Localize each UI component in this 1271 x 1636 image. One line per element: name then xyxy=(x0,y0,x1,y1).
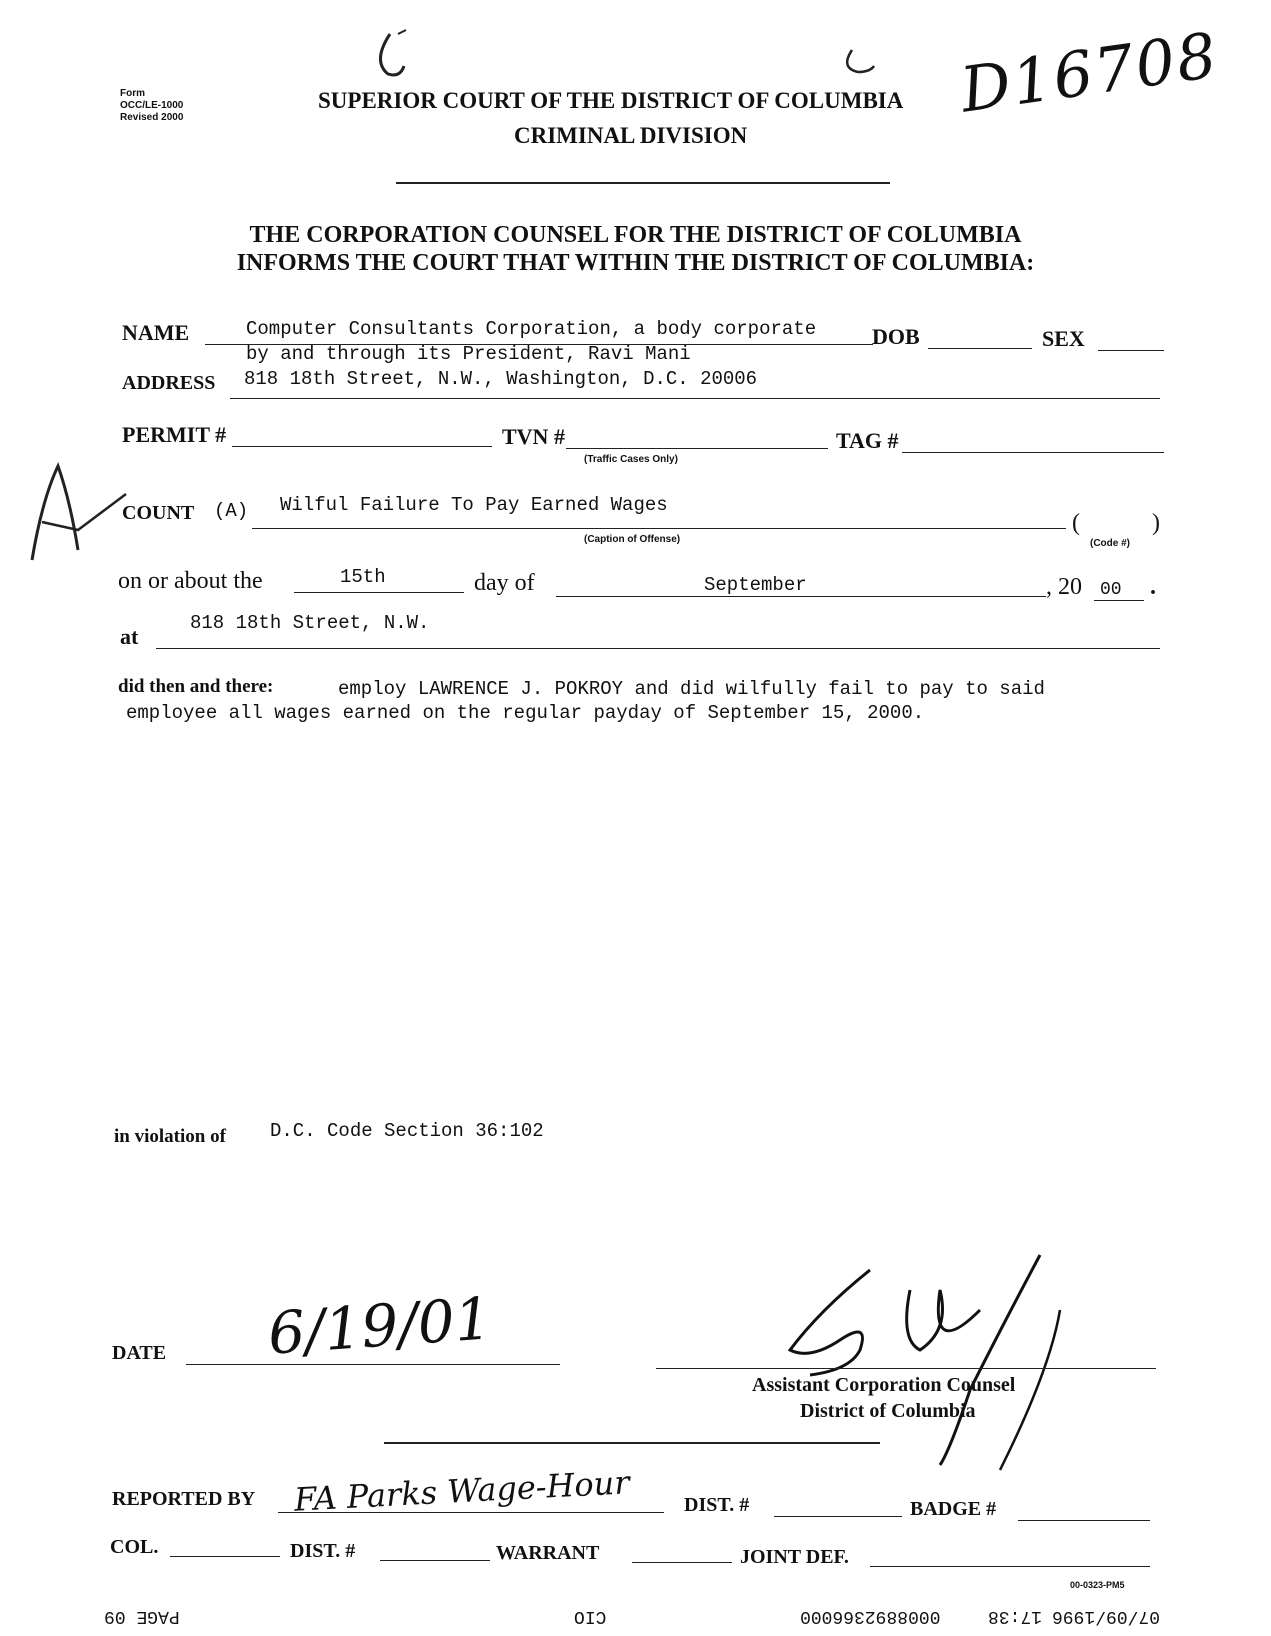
tag-label: TAG # xyxy=(836,428,899,453)
day-line xyxy=(294,592,464,593)
permit-label: PERMIT # xyxy=(122,422,227,447)
header-divider xyxy=(396,182,890,184)
permit-line xyxy=(232,446,492,447)
at-line xyxy=(156,648,1160,649)
heading-line2: INFORMS THE COURT THAT WITHIN THE DISTRICT OF COLUMBIA: xyxy=(236,250,1035,276)
caption-note: (Caption of Offense) xyxy=(584,534,681,545)
address-label: ADDRESS xyxy=(122,372,216,394)
violation-value: D.C. Code Section 36:102 xyxy=(270,1120,544,1142)
date-value: 6/19/01 xyxy=(265,1284,494,1368)
footer-number: 0008892366000 xyxy=(800,1606,941,1626)
date-label: DATE xyxy=(112,1342,167,1364)
did-line2: employee all wages earned on the regular payday of September 15, 2000. xyxy=(126,702,925,724)
reported-line xyxy=(278,1512,664,1513)
tag-line xyxy=(902,452,1164,453)
signature-scribble xyxy=(750,1250,1090,1480)
signature-title-line2: District of Columbia xyxy=(800,1400,976,1422)
name-label: NAME xyxy=(122,320,190,345)
warrant-line xyxy=(632,1562,732,1563)
dist-label: DIST. # xyxy=(684,1494,750,1516)
year-suffix: . xyxy=(1150,574,1156,600)
at-value: 818 18th Street, N.W. xyxy=(190,612,430,634)
dob-line xyxy=(928,348,1032,349)
year-line xyxy=(1094,600,1144,601)
day-value: 15th xyxy=(340,566,386,588)
did-line1: employ LAWRENCE J. POKROY and did wilfully fail to pay to said xyxy=(338,678,1045,700)
col-line xyxy=(170,1556,280,1557)
code-note: (Code #) xyxy=(1090,538,1130,549)
date-line xyxy=(186,1364,560,1365)
tvn-label: TVN # xyxy=(502,424,565,449)
form-id xyxy=(120,88,183,124)
top-stamp-number: D16708 xyxy=(956,18,1223,127)
warrant-label: WARRANT xyxy=(496,1542,600,1564)
reported-value: FA Parks Wage-Hour xyxy=(293,1463,631,1519)
footer-time: 17:38 xyxy=(988,1606,1043,1626)
form-id-line2: OCC/LE-1000 xyxy=(120,100,184,111)
footer-cio: CIO xyxy=(574,1606,607,1626)
joint-label: JOINT DEF. xyxy=(740,1546,849,1568)
on-about-label: on or about the xyxy=(118,568,263,594)
stray-mark-left xyxy=(360,26,430,86)
heading-line1: THE CORPORATION COUNSEL FOR THE DISTRICT OF COLUMBIA xyxy=(249,222,1022,248)
dist2-line xyxy=(380,1560,490,1561)
col-label: COL. xyxy=(110,1536,159,1558)
address-line xyxy=(230,398,1160,399)
count-mark xyxy=(40,480,41,482)
signature-line xyxy=(656,1368,1156,1369)
code-close: ) xyxy=(1152,510,1160,536)
form-id-line3: Revised 2000 xyxy=(120,112,184,123)
count-line xyxy=(252,528,1066,529)
tvn-note: (Traffic Cases Only) xyxy=(584,454,678,465)
signature-title-line1: Assistant Corporation Counsel xyxy=(752,1374,1016,1396)
dob-label: DOB xyxy=(872,324,920,349)
badge-label: BADGE # xyxy=(910,1498,997,1520)
day-of-label: day of xyxy=(474,570,535,596)
footer-date: 07/09/1996 xyxy=(1052,1606,1161,1626)
sex-line xyxy=(1098,350,1164,351)
court-division: CRIMINAL DIVISION xyxy=(514,123,748,148)
stray-mark-right xyxy=(836,42,886,82)
tvn-line xyxy=(566,448,828,449)
sex-label: SEX xyxy=(1042,326,1085,351)
name-value-line1: Computer Consultants Corporation, a body corporate xyxy=(246,318,817,340)
court-name: SUPERIOR COURT OF THE DISTRICT OF COLUMBIA xyxy=(318,88,904,113)
count-label: COUNT xyxy=(122,502,195,524)
form-id-line1: Form xyxy=(120,88,145,99)
year-value: 00 xyxy=(1100,580,1122,600)
form-code: 00-0323-PM5 xyxy=(1070,1580,1125,1590)
at-label: at xyxy=(120,624,139,649)
month-line xyxy=(556,596,1046,597)
count-value: Wilful Failure To Pay Earned Wages xyxy=(280,494,668,516)
dist2-label: DIST. # xyxy=(290,1540,356,1562)
dist-line xyxy=(774,1516,902,1517)
address-value: 818 18th Street, N.W., Washington, D.C. 20006 xyxy=(244,368,758,390)
count-letter: (A) xyxy=(214,500,249,522)
name-value-line2: by and through its President, Ravi Mani xyxy=(246,343,691,365)
year-prefix: , 20 xyxy=(1046,574,1082,600)
reported-label: REPORTED BY xyxy=(112,1488,256,1510)
did-label: did then and there: xyxy=(118,676,274,697)
badge-line xyxy=(1018,1520,1150,1521)
signature-divider xyxy=(384,1442,880,1444)
code-open: ( xyxy=(1072,510,1080,536)
month-value: September xyxy=(704,574,807,596)
joint-line xyxy=(870,1566,1150,1567)
footer-page: PAGE 09 xyxy=(104,1606,180,1626)
violation-label: in violation of xyxy=(114,1126,226,1147)
